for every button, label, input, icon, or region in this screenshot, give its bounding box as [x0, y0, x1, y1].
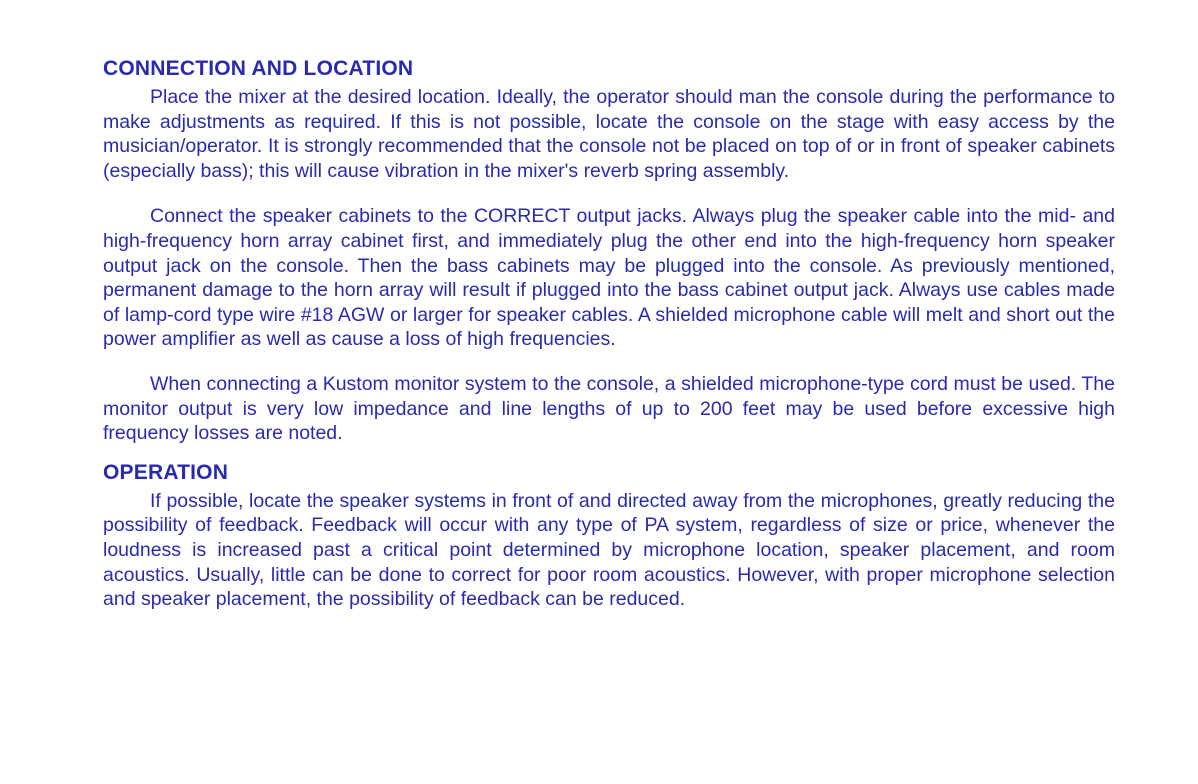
paragraph-speaker-connection: Connect the speaker cabinets to the CORRECT output jacks. Always plug the speaker cable into the mid- and high-frequency horn array cabinet first, and immediately plug the other end into the high-frequency horn speaker output jack on the console. Then the bass cabinets may be plugged into the console. As previously mentioned, permanent damage to the horn array will result if plugged into the bass cabinet output jack. Always use cables made of lamp-cord type wire #18 AGW or larger for speaker cables. A shielded microphone cable will melt and short out the power amplifier as well as cause a loss of high frequencies.	[103, 205, 1115, 351]
paragraph-spacer	[103, 352, 1115, 372]
paragraph-spacer	[103, 183, 1115, 204]
paragraph-mixer-placement: Place the mixer at the desired location. Ideally, the operator should man the console during the performance to make adjustments as required. If this is not possible, locate the console on the stage with easy access by the musician/operator. It is strongly recommended that the console not be placed on top of or in front of speaker cabinets (especially bass); this will cause vibration in the mixer's reverb spring assembly.	[103, 86, 1115, 182]
paragraph-monitor-system: When connecting a Kustom monitor system to the console, a shielded microphone-type cord must be used. The monitor output is very low impedance and line lengths of up to 200 feet may be used before excessive high frequency losses are noted.	[103, 372, 1115, 445]
paragraph-feedback: If possible, locate the speaker systems in front of and directed away from the microphones, greatly reducing the possibility of feedback. Feedback will occur with any type of PA system, regardless of size or price, whenever the loudness is increased past a critical point determined by microphone location, speaker placement, and room acoustics. Usually, little can be done to correct for poor room acoustics. However, with proper microphone selection and speaker placement, the possibility of feedback can be reduced.	[103, 489, 1115, 611]
section-heading-operation: OPERATION	[103, 460, 229, 484]
document-page	[103, 56, 1115, 612]
section-spacer	[103, 446, 1115, 460]
section-heading-connection-and-location: CONNECTION AND LOCATION	[103, 57, 414, 80]
